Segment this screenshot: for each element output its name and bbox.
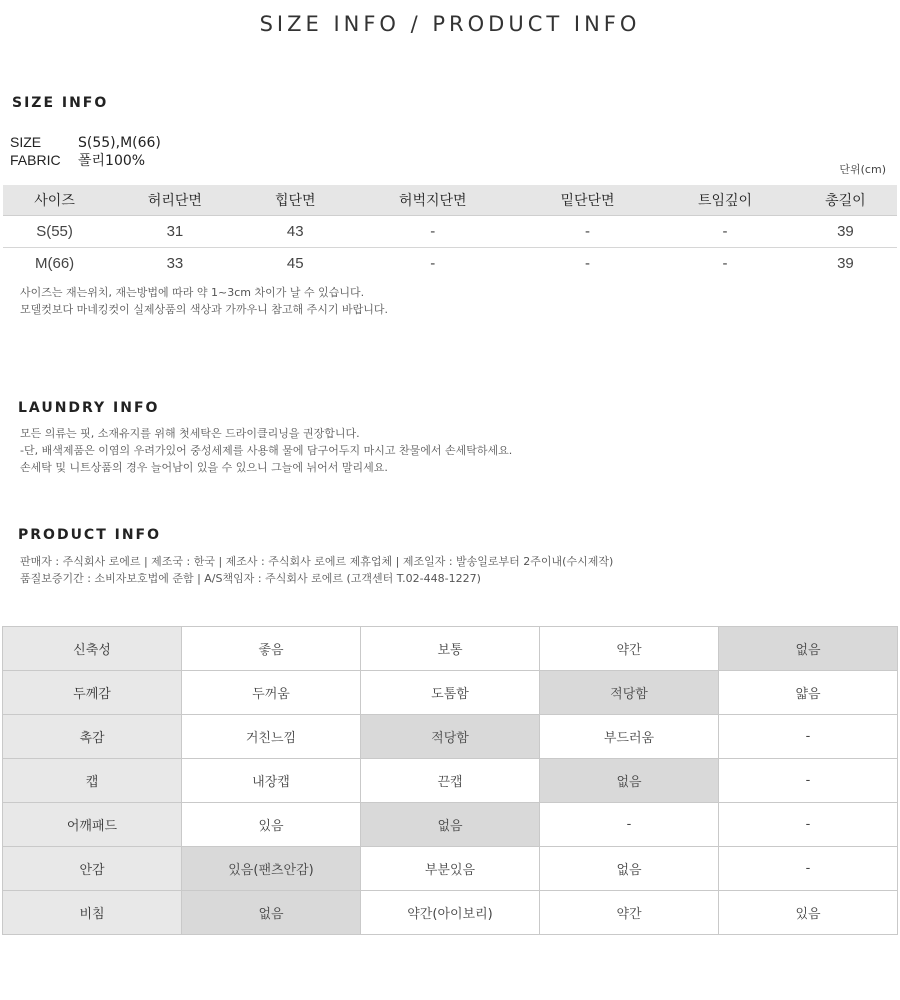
size-note-line: 사이즈는 재는위치, 재는방법에 따라 약 1~3cm 차이가 날 수 있습니다. (20, 286, 365, 299)
column-header: 밑단단면 (519, 185, 657, 215)
attribute-option: 약간(아이보리) (361, 891, 540, 935)
attribute-option: - (540, 803, 719, 847)
fabric-label: FABRIC (10, 152, 61, 168)
attribute-label: 캡 (3, 759, 182, 803)
attribute-label: 두께감 (3, 671, 182, 715)
attribute-option: 끈캡 (361, 759, 540, 803)
table-cell: 39 (794, 215, 897, 247)
attribute-option-selected: 있음(팬츠안감) (182, 847, 361, 891)
attribute-option: 부분있음 (361, 847, 540, 891)
size-notes (20, 284, 388, 318)
column-header: 허벅지단면 (347, 185, 519, 215)
attribute-option: - (719, 715, 898, 759)
attribute-option-selected: 없음 (719, 627, 898, 671)
product-notes (20, 553, 613, 587)
product-line: 품질보증기간 : 소비자보호법에 준함 | A/S책임자 : 주식회사 로에르 (고객센터 T.02-448-1227) (20, 572, 481, 585)
attribute-label: 촉감 (3, 715, 182, 759)
table-row (3, 215, 897, 247)
column-header: 사이즈 (3, 185, 106, 215)
size-table-header (3, 185, 897, 215)
attribute-row (3, 803, 898, 847)
attribute-option: 있음 (719, 891, 898, 935)
size-value: S(55),M(66) (78, 135, 161, 151)
size-label: SIZE (10, 134, 42, 150)
attribute-option: 두꺼움 (182, 671, 361, 715)
table-cell: - (584, 254, 590, 272)
table-cell: M(66) (34, 254, 75, 272)
attribute-option-selected: 없음 (540, 759, 719, 803)
size-table (3, 185, 897, 279)
column-header: 힙단면 (244, 185, 347, 215)
attribute-option: 보통 (361, 627, 540, 671)
attribute-option: 약간 (540, 627, 719, 671)
table-cell: S(55) (3, 215, 106, 247)
laundry-line: -단, 배색제품은 이염의 우려가있어 중성세제를 사용해 물에 담구어두지 마시고 찬물에서 손세탁하세요. (20, 444, 513, 457)
attribute-option: 거친느낌 (182, 715, 361, 759)
attribute-option: 좋음 (182, 627, 361, 671)
column-header: 허리단면 (106, 185, 244, 215)
attribute-label: 어깨패드 (3, 803, 182, 847)
attribute-option-selected: 적당함 (361, 715, 540, 759)
attribute-option: 약간 (540, 891, 719, 935)
column-header: 총길이 (794, 185, 897, 215)
attribute-row (3, 671, 898, 715)
laundry-info-heading: LAUNDRY INFO (18, 400, 160, 416)
attribute-label: 안감 (3, 847, 182, 891)
attribute-row (3, 891, 898, 935)
size-spec-row (10, 134, 161, 151)
laundry-notes (20, 425, 512, 476)
size-info-heading: SIZE INFO (12, 95, 109, 111)
fabric-spec-row (10, 150, 145, 170)
size-note-line: 모델컷보다 마네킹컷이 실제상품의 색상과 가까우니 참고해 주시기 바랍니다. (20, 303, 389, 316)
attribute-option: - (719, 847, 898, 891)
product-line: 판매자 : 주식회사 로에르 | 제조국 : 한국 | 제조사 : 주식회사 로에르 제휴업체 | 제조일자 : 발송일로부터 2주이내(수시제작) (20, 555, 614, 568)
attribute-option-selected: 적당함 (540, 671, 719, 715)
attribute-option: 얇음 (719, 671, 898, 715)
attribute-option-selected: 없음 (361, 803, 540, 847)
table-cell: 43 (244, 215, 347, 247)
page-title: SIZE INFO / PRODUCT INFO (259, 12, 641, 36)
attribute-option: 도톰함 (361, 671, 540, 715)
laundry-line: 모든 의류는 핏, 소재유지를 위해 첫세탁은 드라이클리닝을 권장합니다. (20, 427, 360, 440)
table-cell: - (519, 215, 657, 247)
laundry-line: 손세탁 및 니트상품의 경우 늘어남이 있을 수 있으니 그늘에 뉘어서 말리세요. (20, 461, 388, 474)
attribute-row (3, 847, 898, 891)
product-attribute-grid (2, 626, 898, 935)
attribute-label: 비침 (3, 891, 182, 935)
attribute-option: 부드러움 (540, 715, 719, 759)
attribute-option: 내장캡 (182, 759, 361, 803)
table-cell: 31 (106, 215, 244, 247)
unit-label: 단위(cm) (839, 163, 886, 176)
table-cell: - (722, 254, 728, 272)
attribute-row (3, 715, 898, 759)
table-row (3, 247, 897, 279)
table-cell: 39 (837, 254, 854, 272)
attribute-option-selected: 없음 (182, 891, 361, 935)
table-cell: 33 (166, 254, 184, 272)
attribute-option: - (719, 759, 898, 803)
table-cell: - (347, 215, 519, 247)
table-cell: 45 (286, 254, 304, 272)
attribute-option: 없음 (540, 847, 719, 891)
attribute-row (3, 759, 898, 803)
product-info-heading: PRODUCT INFO (18, 527, 162, 543)
attribute-option: 있음 (182, 803, 361, 847)
attribute-label: 신축성 (3, 627, 182, 671)
table-cell: - (430, 254, 436, 272)
attribute-row (3, 627, 898, 671)
column-header: 트임깊이 (656, 185, 794, 215)
table-cell: - (656, 215, 794, 247)
fabric-value: 폴리100% (78, 153, 146, 169)
attribute-option: - (719, 803, 898, 847)
